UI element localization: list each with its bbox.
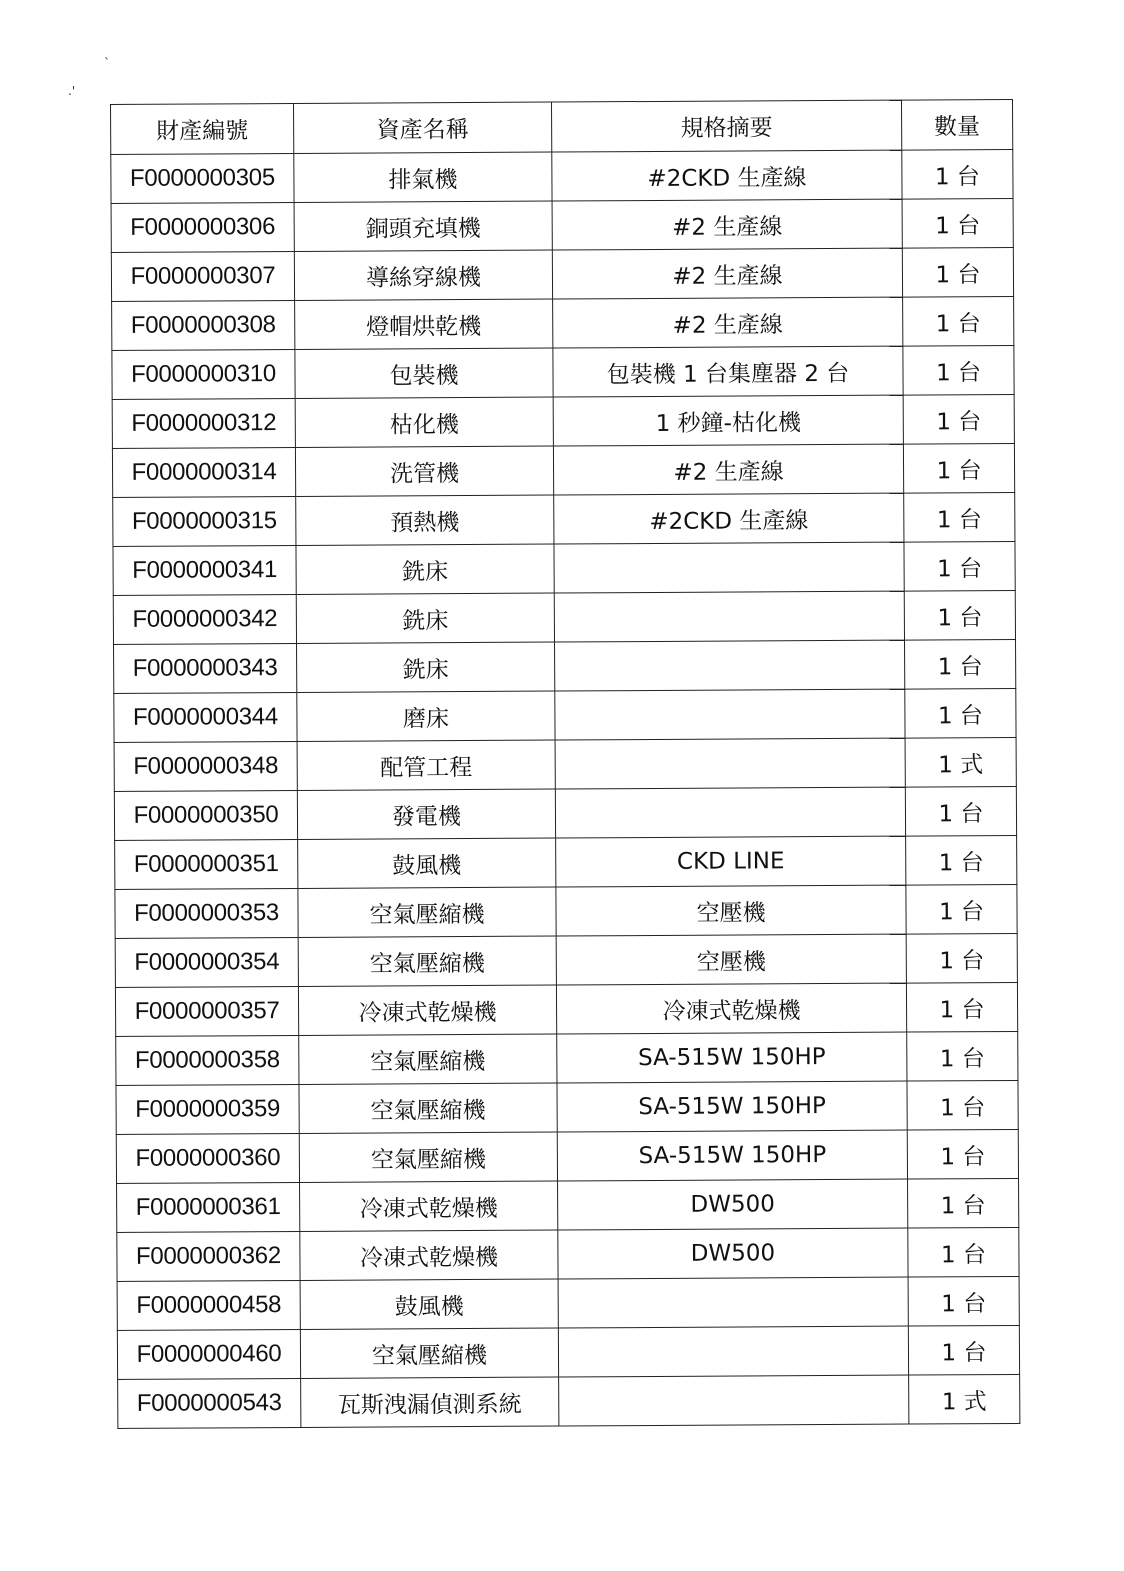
quantity-cell: 1 台 — [903, 394, 1014, 444]
quantity-cell: 1 台 — [906, 933, 1017, 983]
spec-summary-cell — [555, 689, 905, 740]
asset-code-cell: F0000000315 — [113, 496, 296, 546]
spec-summary-cell — [555, 738, 905, 789]
table-header-row — [111, 99, 1013, 154]
asset-code-cell: F0000000359 — [116, 1084, 299, 1134]
table-row — [117, 1325, 1019, 1379]
asset-name-cell: 銑床 — [296, 593, 554, 643]
asset-code-cell: F0000000353 — [115, 888, 298, 938]
quantity-cell: 1 台 — [905, 786, 1016, 836]
quantity-cell: 1 台 — [902, 198, 1013, 248]
spec-summary-cell: #2 生產線 — [552, 199, 902, 250]
table-row — [115, 933, 1017, 987]
asset-name-cell: 包裝機 — [295, 348, 553, 398]
asset-code-cell: F0000000305 — [111, 153, 294, 203]
spec-summary-cell: SA-515W 150HP — [557, 1130, 907, 1181]
asset-code-cell: F0000000342 — [113, 594, 296, 644]
table-row — [115, 835, 1017, 889]
asset-name-cell: 預熱機 — [296, 495, 554, 545]
quantity-cell: 1 台 — [902, 247, 1013, 297]
table-row — [113, 492, 1015, 546]
asset-code-cell: F0000000307 — [111, 251, 294, 301]
table-row — [114, 639, 1016, 693]
asset-table-container — [110, 99, 1019, 1429]
spec-summary-cell: 空壓機 — [556, 934, 906, 985]
spec-summary-cell: #2 生產線 — [552, 248, 902, 299]
table-row — [113, 541, 1015, 595]
table-row — [111, 247, 1013, 301]
table-row — [117, 1178, 1019, 1232]
quantity-cell: 1 台 — [908, 1325, 1019, 1375]
asset-name-cell: 枯化機 — [295, 397, 553, 447]
table-row — [112, 345, 1014, 399]
asset-code-cell: F0000000358 — [116, 1035, 299, 1085]
quantity-cell: 1 台 — [908, 1178, 1019, 1228]
spec-summary-cell — [558, 1277, 908, 1328]
asset-code-cell: F0000000350 — [114, 790, 297, 840]
asset-name-cell: 冷凍式乾燥機 — [300, 1230, 558, 1280]
asset-name-cell: 鼓風機 — [300, 1279, 558, 1329]
spec-summary-cell: DW500 — [558, 1228, 908, 1279]
quantity-cell: 1 台 — [907, 1080, 1018, 1130]
quantity-cell: 1 台 — [902, 149, 1013, 199]
asset-name-cell: 銅頭充填機 — [294, 201, 552, 251]
asset-name-cell: 空氣壓縮機 — [298, 887, 556, 937]
quantity-cell: 1 台 — [906, 982, 1017, 1032]
table-row — [116, 1129, 1018, 1183]
asset-name-cell: 瓦斯洩漏偵測系統 — [301, 1377, 559, 1427]
spec-summary-cell: SA-515W 150HP — [557, 1081, 907, 1132]
table-row — [115, 982, 1017, 1036]
asset-name-cell: 鼓風機 — [298, 838, 556, 888]
spec-summary-cell: SA-515W 150HP — [557, 1032, 907, 1083]
asset-code-cell: F0000000348 — [114, 741, 297, 791]
quantity-cell: 1 台 — [904, 541, 1015, 591]
table-row — [117, 1227, 1019, 1281]
asset-code-cell: F0000000344 — [114, 692, 297, 742]
quantity-cell: 1 台 — [906, 884, 1017, 934]
asset-code-cell: F0000000354 — [115, 937, 298, 987]
spec-summary-cell: #2CKD 生產線 — [552, 150, 902, 201]
scan-speck: .' — [68, 84, 76, 98]
asset-code-cell: F0000000361 — [117, 1182, 300, 1232]
asset-name-cell: 洗管機 — [295, 446, 553, 496]
spec-summary-cell: 包裝機 1 台集塵器 2 台 — [553, 346, 903, 397]
asset-code-cell: F0000000314 — [112, 447, 295, 497]
table-row — [114, 737, 1016, 791]
asset-name-cell: 燈帽烘乾機 — [295, 299, 553, 349]
table-row — [114, 688, 1016, 742]
quantity-cell: 1 台 — [906, 835, 1017, 885]
table-row — [118, 1374, 1020, 1428]
header-asset-code: 財產編號 — [111, 103, 294, 154]
asset-code-cell: F0000000343 — [114, 643, 297, 693]
quantity-cell: 1 台 — [904, 492, 1015, 542]
quantity-cell: 1 台 — [905, 639, 1016, 689]
asset-name-cell: 銑床 — [296, 544, 554, 594]
asset-name-cell: 空氣壓縮機 — [300, 1328, 558, 1378]
quantity-cell: 1 台 — [904, 590, 1015, 640]
quantity-cell: 1 台 — [908, 1227, 1019, 1277]
quantity-cell: 1 式 — [905, 737, 1016, 787]
asset-name-cell: 銑床 — [297, 642, 555, 692]
asset-code-cell: F0000000341 — [113, 545, 296, 595]
table-row — [111, 149, 1013, 203]
asset-code-cell: F0000000306 — [111, 202, 294, 252]
asset-code-cell: F0000000362 — [117, 1231, 300, 1281]
spec-summary-cell — [554, 542, 904, 593]
spec-summary-cell: 1 秒鐘-枯化機 — [553, 395, 903, 446]
asset-name-cell: 排氣機 — [294, 152, 552, 202]
table-row — [116, 1031, 1018, 1085]
quantity-cell: 1 台 — [907, 1129, 1018, 1179]
asset-name-cell: 發電機 — [297, 789, 555, 839]
header-quantity: 數量 — [901, 99, 1012, 150]
spec-summary-cell: #2 生產線 — [553, 444, 903, 495]
asset-name-cell: 導絲穿線機 — [294, 250, 552, 300]
scan-speck: ` — [104, 56, 110, 70]
table-row — [117, 1276, 1019, 1330]
asset-name-cell: 空氣壓縮機 — [298, 936, 556, 986]
asset-name-cell: 空氣壓縮機 — [299, 1132, 557, 1182]
quantity-cell: 1 台 — [903, 443, 1014, 493]
spec-summary-cell — [559, 1375, 909, 1426]
spec-summary-cell — [555, 787, 905, 838]
table-row — [111, 198, 1013, 252]
asset-code-cell: F0000000357 — [115, 986, 298, 1036]
asset-code-cell: F0000000308 — [112, 300, 295, 350]
asset-table — [110, 99, 1020, 1429]
spec-summary-cell — [555, 640, 905, 691]
header-spec-summary: 規格摘要 — [551, 100, 901, 152]
table-row — [113, 590, 1015, 644]
table-row — [115, 884, 1017, 938]
quantity-cell: 1 台 — [908, 1276, 1019, 1326]
asset-code-cell: F0000000312 — [112, 398, 295, 448]
asset-code-cell: F0000000360 — [116, 1133, 299, 1183]
header-asset-name: 資產名稱 — [293, 102, 551, 153]
asset-name-cell: 空氣壓縮機 — [299, 1083, 557, 1133]
quantity-cell: 1 式 — [909, 1374, 1020, 1424]
table-body — [111, 149, 1020, 1428]
asset-code-cell: F0000000310 — [112, 349, 295, 399]
spec-summary-cell: 空壓機 — [556, 885, 906, 936]
table-row — [114, 786, 1016, 840]
asset-name-cell: 冷凍式乾燥機 — [300, 1181, 558, 1231]
asset-name-cell: 配管工程 — [297, 740, 555, 790]
table-row — [116, 1080, 1018, 1134]
asset-code-cell: F0000000351 — [115, 839, 298, 889]
asset-code-cell: F0000000458 — [117, 1280, 300, 1330]
table-row — [112, 296, 1014, 350]
table-row — [112, 443, 1014, 497]
asset-name-cell: 磨床 — [297, 691, 555, 741]
spec-summary-cell: DW500 — [558, 1179, 908, 1230]
quantity-cell: 1 台 — [903, 296, 1014, 346]
spec-summary-cell — [554, 591, 904, 642]
spec-summary-cell: CKD LINE — [556, 836, 906, 887]
asset-code-cell: F0000000460 — [117, 1329, 300, 1379]
spec-summary-cell: #2CKD 生產線 — [554, 493, 904, 544]
quantity-cell: 1 台 — [907, 1031, 1018, 1081]
spec-summary-cell — [558, 1326, 908, 1377]
quantity-cell: 1 台 — [905, 688, 1016, 738]
asset-name-cell: 冷凍式乾燥機 — [298, 985, 556, 1035]
spec-summary-cell: 冷凍式乾燥機 — [556, 983, 906, 1034]
asset-code-cell: F0000000543 — [118, 1378, 301, 1428]
quantity-cell: 1 台 — [903, 345, 1014, 395]
asset-name-cell: 空氣壓縮機 — [299, 1034, 557, 1084]
spec-summary-cell: #2 生產線 — [553, 297, 903, 348]
table-row — [112, 394, 1014, 448]
